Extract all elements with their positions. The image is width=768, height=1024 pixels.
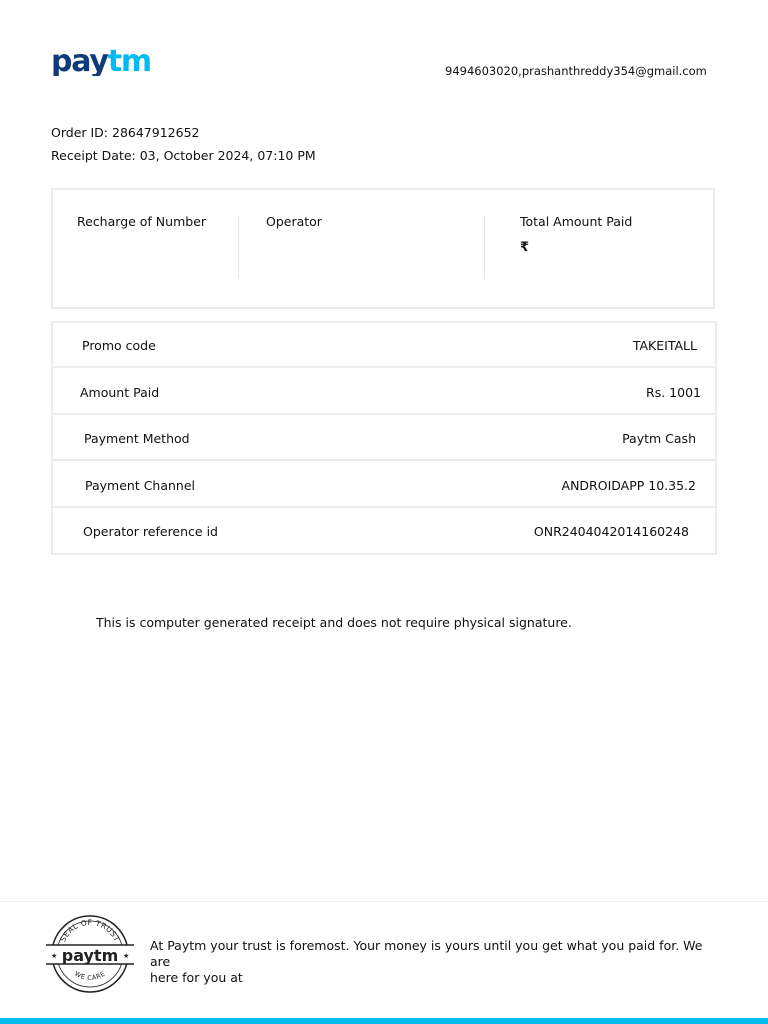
logo-tm: tm: [107, 44, 151, 76]
operator-label: Operator: [266, 214, 322, 229]
rupee-symbol: ₹: [520, 240, 530, 255]
receipt-date: Receipt Date: 03, October 2024, 07:10 PM: [51, 148, 316, 163]
operator-reference-value: ONR2404042014160248: [533, 524, 689, 539]
table-row: [53, 509, 715, 554]
order-id: Order ID: 28647912652: [51, 125, 200, 140]
logo-pay: pay: [51, 44, 108, 76]
operator-reference-label: Operator reference id: [83, 524, 218, 539]
details-table: [51, 321, 717, 555]
svg-text:★: ★: [123, 952, 130, 960]
footer-message-line-1: At Paytm your trust is foremost. Your money is yours until you get what you paid for. We are: [150, 938, 703, 969]
table-row: [53, 463, 715, 508]
table-row: [53, 416, 715, 461]
seal-top-text: SEAL OF TRUST: [58, 917, 122, 944]
promo-code-value: TAKEITALL: [632, 338, 697, 353]
svg-text:paytm: [51, 44, 151, 76]
svg-text:★: ★: [51, 952, 58, 960]
paytm-logo: [51, 40, 151, 76]
footer-message-line-2: here for you at: [150, 970, 243, 985]
promo-code-label: Promo code: [82, 338, 156, 353]
contact-info: 9494603020,prashanthreddy354@gmail.com: [445, 64, 707, 78]
total-amount-label: Total Amount Paid: [520, 214, 633, 229]
footer-message: [150, 938, 710, 986]
payment-channel-label: Payment Channel: [85, 478, 196, 493]
footer-divider: [0, 901, 768, 902]
payment-method-label: Payment Method: [84, 431, 190, 446]
seal-bottom-text: WE CARE: [73, 969, 107, 982]
amount-paid-label: Amount Paid: [80, 385, 160, 400]
seal-brand-text: paytm: [61, 946, 119, 965]
svg-text:WE CARE: [73, 970, 107, 982]
disclaimer-text: This is computer generated receipt and does not require physical signature.: [96, 615, 572, 630]
table-row: [53, 370, 715, 415]
svg-text:SEAL OF TRUST: [58, 918, 121, 943]
payment-channel-value: ANDROIDAPP 10.35.2: [561, 478, 696, 493]
summary-box: [51, 188, 715, 309]
payment-method-value: Paytm Cash: [622, 431, 696, 446]
column-divider: [484, 216, 485, 278]
recharge-number-label: Recharge of Number: [77, 214, 207, 229]
table-row: [53, 323, 715, 368]
bottom-accent-bar: [0, 1018, 768, 1024]
column-divider: [238, 216, 239, 278]
amount-paid-value: Rs. 1001: [646, 385, 701, 400]
seal-of-trust-icon: [43, 914, 137, 996]
